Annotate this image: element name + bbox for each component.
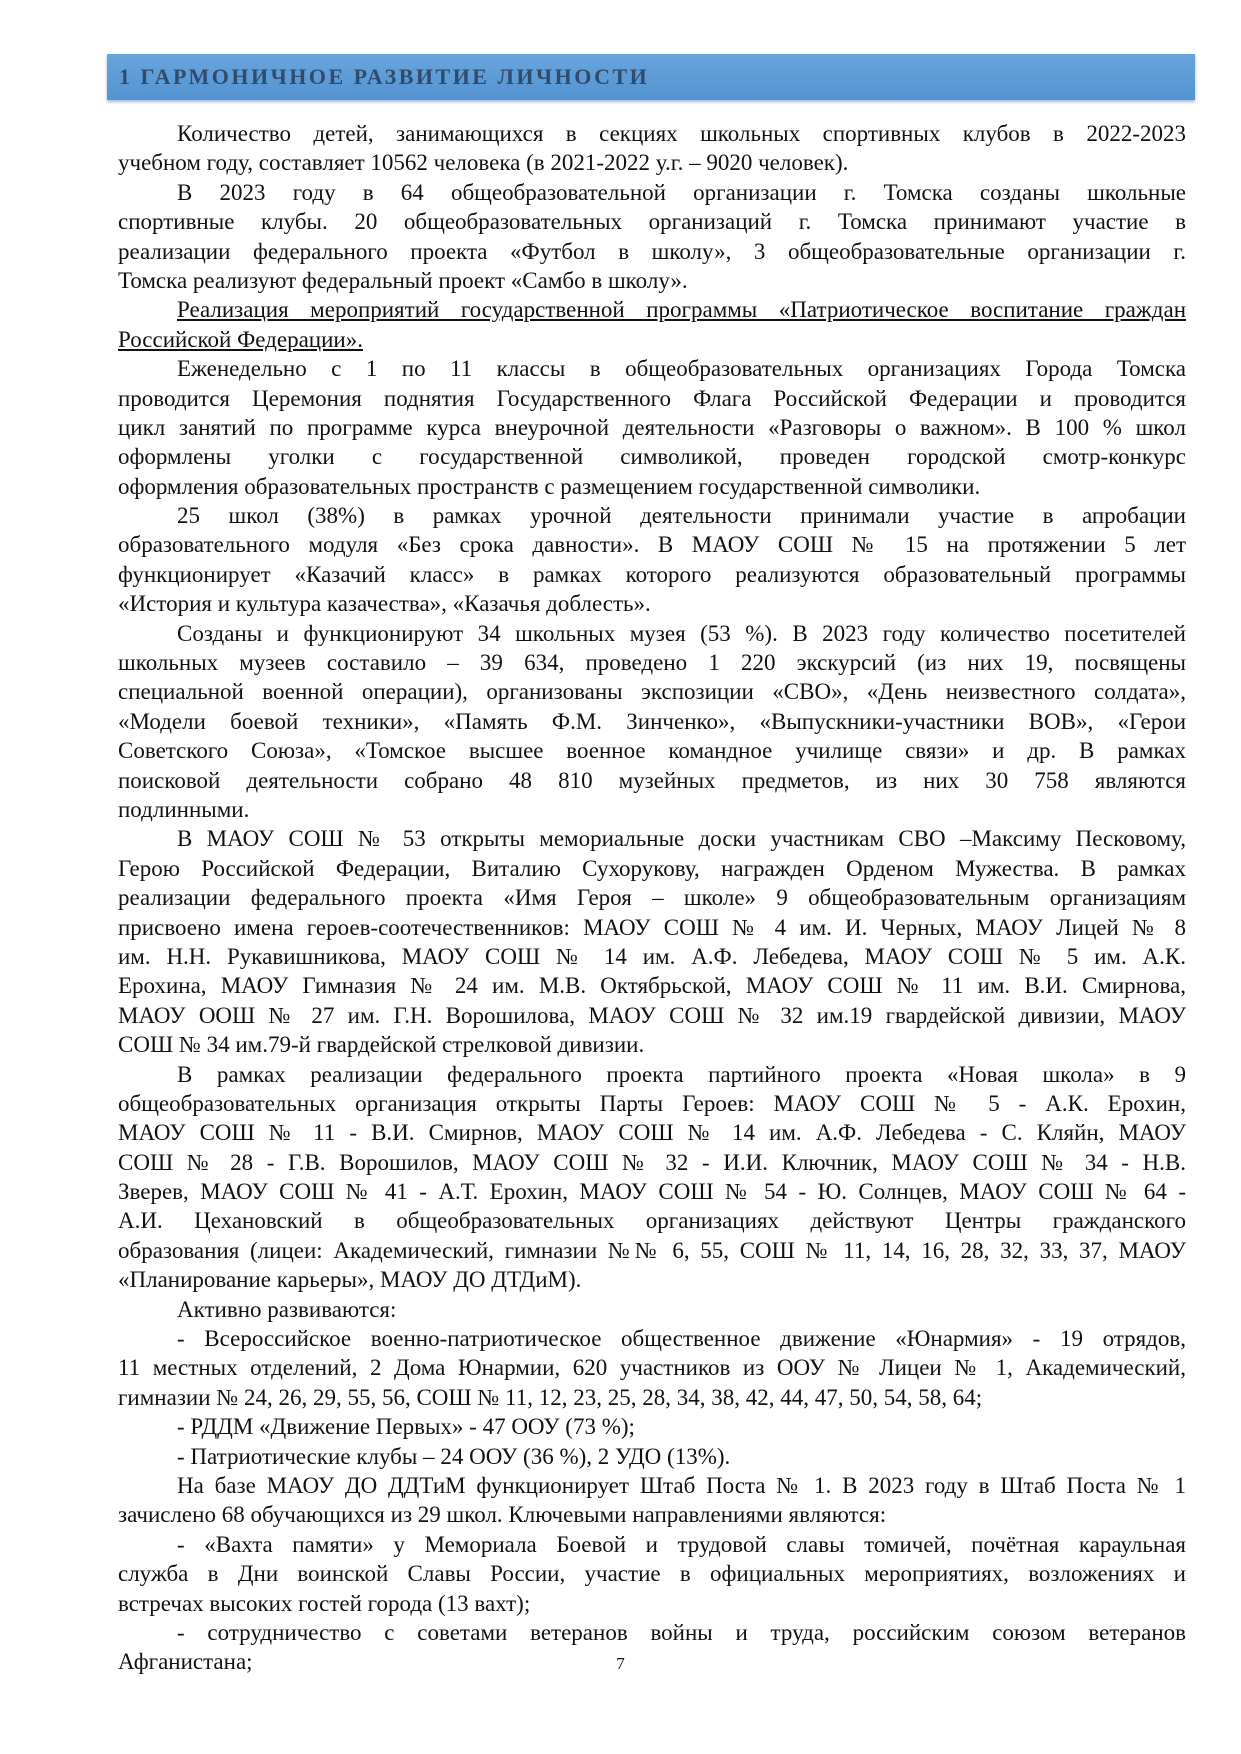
text-line: На базе МАОУ ДО ДДТиМ функционирует Штаб Поста № 1. В 2023 году в Штаб Поста № 1 [177,1472,1186,1498]
paragraph [118,1324,1186,1412]
text-line: 11 местных отделений, 2 Дома Юнармии, 620 участников из ООУ № Лицеи № 1, Академический, [118,1355,1186,1381]
paragraph [118,354,1186,501]
text-line: школьных музеев составило – 39 634, проведено 1 220 экскурсий (из них 19, посвящены [118,650,1186,676]
text-line: подлинными. [118,796,250,822]
text-line: Зверев, МАОУ СОШ № 41 - А.Т. Ерохин, МАОУ СОШ № 54 - Ю. Солнцев, МАОУ СОШ № 64 - [118,1179,1186,1205]
underlined-heading-paragraph [118,295,1186,354]
text-line: Советского Союза», «Томское высшее военное командное училище связи» и др. В рамках [118,738,1186,764]
text-line: цикл занятий по программе курса внеурочной деятельности «Разговоры о важном». В 100 % школ [118,414,1186,440]
text-line: встречах высоких гостей города (13 вахт); [118,1590,531,1616]
text-line: оформления образовательных пространств с размещением государственной символики. [118,473,981,499]
text-line: служба в Дни воинской Славы России, участие в официальных мероприятиях, возложениях и [118,1561,1186,1587]
text-line: Российской Федерации». [118,326,363,352]
text-line: учебном году, составляет 10562 человека (в 2021-2022 у.г. – 9020 человек). [118,150,849,176]
text-line: В 2023 году в 64 общеобразовательной организации г. Томска созданы школьные [177,179,1186,205]
text-line: «История и культура казачества», «Казачья доблесть». [118,591,651,617]
paragraph [118,1530,1186,1618]
text-line: Еженедельно с 1 по 11 классы в общеобразовательных организациях Города Томска [177,356,1186,382]
text-line: функционирует «Казачий класс» в рамках которого реализуются образовательный программы [118,561,1186,587]
text-line: Активно развиваются: [177,1296,397,1322]
text-line: - «Вахта памяти» у Мемориала Боевой и трудовой славы томичей, почётная караульная [177,1531,1186,1557]
text-line: образовательного модуля «Без срока давности». В МАОУ СОШ № 15 на протяжении 5 лет [118,532,1186,558]
page-number: 7 [616,1654,625,1673]
text-line: Афганистана; [118,1649,253,1675]
paragraph [118,619,1186,825]
text-line: проводится Церемония поднятия Государственного Флага Российской Федерации и проводится [118,385,1186,411]
paragraph [118,178,1186,296]
text-line: Ерохина, МАОУ Гимназия № 24 им. М.В. Октябрьской, МАОУ СОШ № 11 им. В.И. Смирнова, [118,973,1186,999]
text-line: МАОУ СОШ № 11 - В.И. Смирнов, МАОУ СОШ № 14 им. А.Ф. Лебедева - С. Кляйн, МАОУ [118,1120,1186,1146]
text-line: В рамках реализации федерального проекта партийного проекта «Новая школа» в 9 [177,1061,1186,1087]
text-line: - сотрудничество с советами ветеранов войны и труда, российским союзом ветеранов [177,1619,1186,1645]
section-title: 1 ГАРМОНИЧНОЕ РАЗВИТИЕ ЛИЧНОСТИ [119,64,650,89]
text-line: специальной военной операции), организованы экспозиции «СВО», «День неизвестного солдата», [118,679,1186,705]
paragraph [118,501,1186,619]
text-line: СОШ № 28 - Г.В. Ворошилов, МАОУ СОШ № 32 - И.И. Ключник, МАОУ СОШ № 34 - Н.В. [118,1149,1186,1175]
text-line: гимназии № 24, 26, 29, 55, 56, СОШ № 11, 12, 23, 25, 28, 34, 38, 42, 44, 47, 50, 54, 58, 64; [118,1384,983,1410]
text-line: Созданы и функционируют 34 школьных музея (53 %). В 2023 году количество посетителей [177,620,1186,646]
section-header-bar [107,54,1195,100]
paragraph [118,119,1186,178]
text-line: - Всероссийское военно-патриотическое общественное движение «Юнармия» - 19 отрядов, [177,1326,1186,1352]
text-line: Реализация мероприятий государственной программы «Патриотическое воспитание граждан [177,297,1186,323]
text-line: реализации федерального проекта «Футбол в школу», 3 общеобразовательные организации г. [118,238,1186,264]
text-line: спортивные клубы. 20 общеобразовательных организаций г. Томска принимают участие в [118,209,1186,235]
text-line: Количество детей, занимающихся в секциях школьных спортивных клубов в 2022-2023 [177,121,1186,146]
text-line: зачислено 68 обучающихся из 29 школ. Ключевыми направлениями являются: [118,1502,887,1528]
text-line: МАОУ ООШ № 27 им. Г.Н. Ворошилова, МАОУ СОШ № 32 им.19 гвардейской дивизии, МАОУ [118,1002,1186,1028]
paragraph [118,1412,1186,1441]
text-line: - РДДМ «Движение Первых» - 47 ООУ (73 %); [177,1414,635,1440]
document-body [118,119,1186,1677]
text-line: образования (лицеи: Академический, гимназии №№ 6, 55, СОШ № 11, 14, 16, 28, 32, 33, 37, МАОУ [118,1237,1186,1263]
text-line: реализации федерального проекта «Имя Героя – школе» 9 общеобразовательным организациям [118,885,1186,911]
text-line: А.И. Цехановский в общеобразовательных организациях действуют Центры гражданского [118,1208,1186,1234]
text-line: «Модели боевой техники», «Память Ф.М. Зинченко», «Выпускники-участники ВОВ», «Герои [118,708,1186,734]
text-line: оформлены уголки с государственной символикой, проведен городской смотр-конкурс [118,444,1186,470]
text-line: общеобразовательных организация открыты Парты Героев: МАОУ СОШ № 5 - А.К. Ерохин, [118,1090,1186,1116]
paragraph [118,1295,1186,1324]
text-line: присвоено имена героев-соотечественников: МАОУ СОШ № 4 им. И. Черных, МАОУ Лицей № 8 [118,914,1186,940]
text-line: В МАОУ СОШ № 53 открыты мемориальные доски участникам СВО –Максиму Песковому, [177,826,1186,852]
text-line: Томска реализуют федеральный проект «Самбо в школу». [118,267,688,293]
text-line: им. Н.Н. Рукавишникова, МАОУ СОШ № 14 им. А.Ф. Лебедева, МАОУ СОШ № 5 им. А.К. [118,943,1186,969]
paragraph [118,1060,1186,1295]
text-line: Герою Российской Федерации, Виталию Сухорукову, награжден Орденом Мужества. В рамках [118,855,1186,881]
text-line: «Планирование карьеры», МАОУ ДО ДТДиМ). [118,1267,582,1293]
text-line: СОШ № 34 им.79-й гвардейской стрелковой дивизии. [118,1032,645,1058]
text-line: поисковой деятельности собрано 48 810 музейных предметов, из них 30 758 являются [118,767,1186,793]
paragraph [118,824,1186,1059]
text-line: 25 школ (38%) в рамках урочной деятельности принимали участие в апробации [177,503,1186,529]
paragraph [118,1442,1186,1471]
paragraph [118,1471,1186,1530]
text-line: - Патриотические клубы – 24 ООУ (36 %), 2 УДО (13%). [177,1443,731,1469]
